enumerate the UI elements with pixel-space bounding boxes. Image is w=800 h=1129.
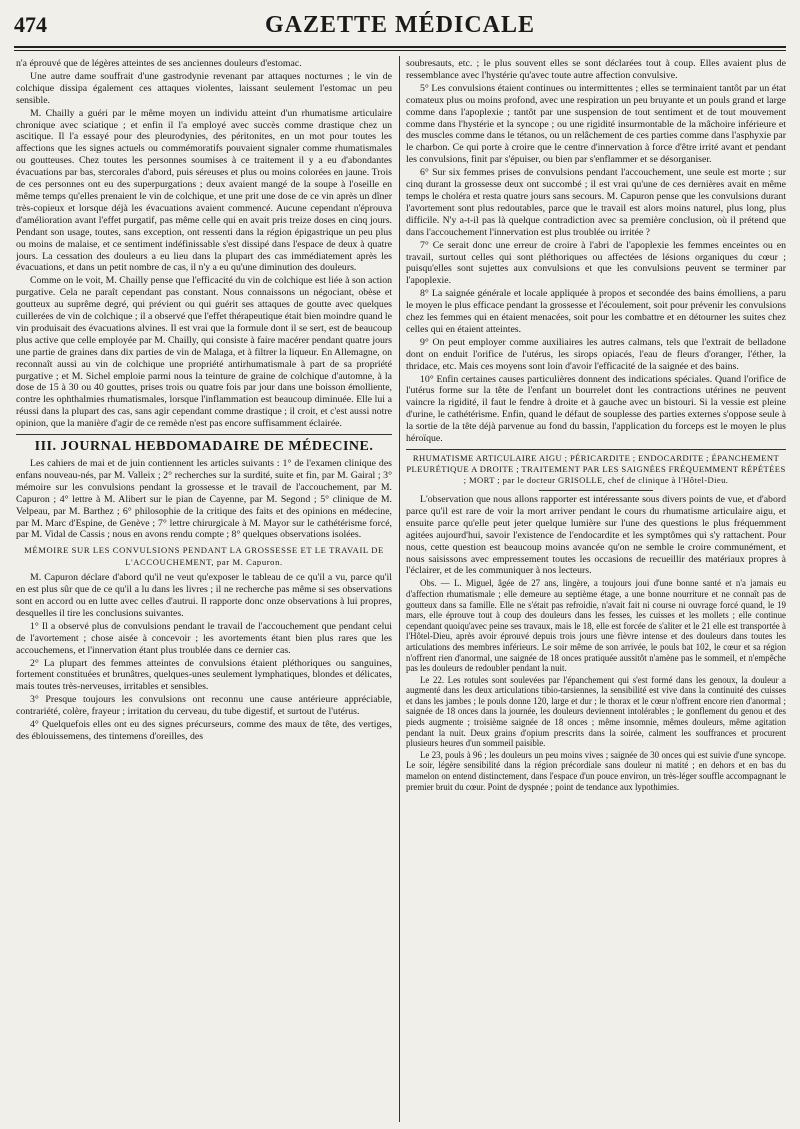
paragraph: 10° Enfin certaines causes particulières donnent des indications spéciales. Quand l'orifice de l'utérus forme sur la tête de l'enfant un bourrelet dont les contractions utérines ne peuvent vaincre la rigidité, il faut le fendre à droite et à gauche avec un bistouri. Si la vessie est pleine d'urine, le cathétérisme. Enfin, quand le défaut de souplesse des parties externes s'oppose seule à la sortie de la tête déjà parvenue au fond du bassin, l'application du forceps est le moyen le plus héroïque.: [406, 373, 786, 445]
paragraph: 8° La saignée générale et locale appliquée à propos et secondée des bains émolliens, a paru le moyen le plus efficace pendant la grossesse et l'écoulement, soit pour prévenir les convulsions chez les femmes qui en étaient menacées, soit pour les combattre et en détourner les suites chez celles qui en étaient atteintes.: [406, 288, 786, 335]
article-title: RHUMATISME ARTICULAIRE AIGU ; PÉRICARDITE ; ENDOCARDITE ; ÉPANCHEMENT PLEURÉTIQUE A DROITE ; TRAITEMENT PAR LES SAIGNÉES FRÉQUEMMENT RÉPÉTÉES ; MORT ; par le docteur GRISOLLE, chef de clinique à l'Hôtel-Dieu.: [406, 453, 786, 485]
paragraph: 4° Quelquefois elles ont eu des signes précurseurs, comme des maux de tête, des vertiges, des éblouissemens, des tintemens d'oreilles, des: [16, 719, 392, 742]
column-divider: [399, 56, 400, 1122]
paragraph: soubresauts, etc. ; le plus souvent elles se sont déclarées tout à coup. Elles avaient plus de ressemblance avec l'hystérie qu'avec toute autre affection convulsive.: [406, 58, 786, 81]
left-column: [16, 58, 392, 1120]
title-rule: [539, 490, 653, 491]
paragraph: M. Chailly a guéri par le même moyen un individu atteint d'un rhumatisme articulaire chronique avec sciatique ; et enfin il l'a employé avec succès comme drastique chez un ascitique. Il l'a essayé pour des pleurodynies, des péritonites, en un mot pour toutes les affections que les signes actuels ou commémoratifs pouvaient signaler comme rhumatismales ou goutteuses. Chez toutes les personnes soumises à ce traitement il y a eu d'abondantes évacuations par bas, stercorales d'abord, puis séreuses et plus ou moins colorées en jaune. Trois de ces personnes ont eu des superpurgations ; deux avaient mangé de la soupe à l'oseille en même temps qu'elles prenaient le vin de colchique, et une prit une dose de ce vin après un dîner très-copieux et lorsque déjà les évacuations avaient commencé. Aucune cependant n'éprouva d'amélioration avant l'effet purgatif, pas même celle qui en avait pris treize doses en cinq jours. Pendant son usage, toutes, sans exception, ont ressenti dans la région épigastrique un peu plus ou moins de malaise, et ce sentiment indéfinissable s'est dissipé dans l'espace de deux à quatre jours. La cessation des douleurs a eu lieu dans la plupart des cas immédiatement après les évacuations, et dans un petit nombre de cas, il n'y a eu qu'une diminution des douleurs.: [16, 107, 392, 274]
paragraph: L'observation que nous allons rapporter est intéressante sous divers points de vue, et d'abord parce qu'il est rare de voir la mort arriver pendant le cours du rhumatisme articulaire aigu, et ensuite parce qu'elle peut jeter quelque lumière sur l'une des questions le plus fréquemment agitées aujourd'hui, savoir l'existence de l'endocardite et les symptômes qui s'y rattachent. Pour nous, cette question est beaucoup moins avancée qu'on ne semble le croire communément, et nous saisissons avec empressement toutes les occasions de recueillir des matériaux propres à l'éclairer, et de les communiquer à nos lecteurs.: [406, 494, 786, 577]
observation-paragraph: Obs. — L. Miguel, âgée de 27 ans, lingère, a toujours joui d'une bonne santé et n'a jamais eu d'affection rhumatismale ; elle demeure au septième étage, a une bonne nourriture et ne connaît pas de goutteux dans sa famille. Elle ne s'était pas refroidie, n'avait fait ni course ni ouvrage forcé quand, le 19 mars, elle éprouve tout à coup des douleurs dans les fesses, les cuisses et les mollets ; elle continue cependant quoiqu'avec peine ses travaux, mais le 18, elle est forcée de s'aliter et le 21 elle est transportée à l'Hôtel-Dieu, après avoir éprouvé depuis trois jours une fièvre intense et des douleurs dans toutes les articulations des membres inférieurs. Le soir même de son arrivée, le pouls bat 102, le cœur et sa région n'offrent rien d'anormal, une saignée de 18 onces pratiquée aussitôt n'amène pas le sommeil, et n'empêche pas les douleurs de redoubler pendant la nuit.: [406, 578, 786, 674]
paragraph: 5° Les convulsions étaient continues ou intermittentes ; elles se terminaient tantôt par un état comateux plus ou moins profond, avec une respiration un peu bruyante et un pouls grand et large comme dans l'apoplexie ; tantôt par une suspension de tout sentiment et de tout mouvement comme dans l'hystérie et la syncope ; ou une rigidité insurmontable de la mâchoire inférieure et des muscles comme dans le tétanos, ou un relâchement de ces parties comme dans l'asphyxie par le charbon. Ce qui porte à croire que le centre d'innervation à force d'être irrité avant et pendant les convulsions, finit par s'épuiser, ou bien par s'enflammer et se désorganiser.: [406, 82, 786, 166]
journal-title: GAZETTE MÉDICALE: [264, 12, 536, 38]
paragraph: M. Capuron déclare d'abord qu'il ne veut qu'exposer le tableau de ce qu'il a vu, parce qu'il en est plus sûr que de ce qu'il a lu dans les livres ; il ne recherche pas même si ses observations sont en accord ou en lutte avec celles d'autrui. Il rapporte donc onze observations à lui propres, desquelles il tire les conclusions suivantes.: [16, 572, 392, 619]
memoir-title: MÉMOIRE SUR LES CONVULSIONS PENDANT LA GROSSESSE ET LE TRAVAIL DE L'ACCOUCHEMENT, par M. Capuron.: [24, 545, 384, 568]
observation-paragraph: Le 23, pouls à 96 ; les douleurs un peu moins vives ; saignée de 30 onces qui est suivie d'une syncope. Le soir, légère sensibilité dans la région précordiale sans douleur ni matité ; en dehors et en bas du mamelon on entend distinctement, dans l'espace d'un pouce environ, un très-léger souffle accompagnant le premier bruit du cœur. Point de dyspnée ; point de tendance aux lypothimies.: [406, 749, 786, 792]
header-rule-thick: [14, 46, 786, 48]
header-rule-thin: [14, 50, 786, 51]
page-number: 474: [14, 12, 47, 37]
paragraph: 6° Sur six femmes prises de convulsions pendant l'accouchement, une seule est morte ; sur cinq durant la grossesse deux ont succombé ; il est vrai qu'une de ces dernières avait en même temps le choléra et resta quatre jours sans secours. M. Capuron pense que les convulsions durant l'avortement sont plus redoutables, parce que le travail est alors moins naturel, plus long, plus difficile. N'y a-t-il pas là quelque contradiction avec sa première conclusion, où il prétend que dans l'accouchement l'innervation est plus troublée ou irritée ?: [406, 167, 786, 238]
paragraph: 3° Presque toujours les convulsions ont reconnu une cause antérieure appréciable, contrariété, colère, frayeur ; irritation du cerveau, du tube digestif, et surtout de l'utérus.: [16, 694, 392, 718]
right-column: [406, 58, 786, 1120]
paragraph: Comme on le voit, M. Chailly pense que l'efficacité du vin de colchique est liée à son action purgative. Cela ne paraît cependant pas constant. Nous connaissons un négociant, obèse et goutteux au suprême degré, qui prévient ou qui guérit ses attaques de goutte avec quelques cuillerées de vin de colchique ; il a observé que l'effet thérapeutique était bien moindre quand le vin produisait des évacuations alvines. Il est vrai que la formule dont il se sert, est de beaucoup plus active que celle employée par M. Chailly, qui consiste à faire macérer pendant quatre jours une partie de graines dans dix parties de vin de Malaga, et à filtrer la liqueur. En Allemagne, on reconnaît aussi au vin de colchique une propriété antirhumatismale à part de sa propriété purgative ; et M. Sichel emploie parmi nous la teinture de graine de colchique d'automne, à la dose de 15 à 30 ou 40 gouttes, prises trois ou quatre fois par jour dans une boisson émolliente, contre les ophthalmies rhumatismales, lorsque l'inflammation est beaucoup diminuée. Elle lui a réussi dans la plupart des cas, sans agir cependant comme drastique ; il croit, et c'est aussi notre opinion, que la manière d'agir de ce remède n'est pas encore suffisamment éclairée.: [16, 275, 392, 430]
page-header: [14, 12, 786, 44]
paragraph: 1° Il a observé plus de convulsions pendant le travail de l'accouchement que pendant celui de l'avortement ; chose aisée à concevoir ; les avortements étant bien plus rares que les accouchemens, et l'innervation étant plus troublée dans ce dernier cas.: [16, 620, 392, 656]
paragraph: 9° On peut employer comme auxiliaires les autres calmans, tels que l'extrait de belladone dont on enduit l'orifice de l'utérus, les sirops opiacés, l'eau de fleurs d'oranger, l'éther, la thridace, etc. Mais ces moyens sont loin d'avoir l'efficacité de la saignée et des bains.: [406, 336, 786, 372]
section-rule: [16, 434, 392, 435]
paragraph: 7° Ce serait donc une erreur de croire à l'abri de l'apoplexie les femmes enceintes ou en travail, surtout celles qui sont pléthoriques ou affectées de lésions organiques du cœur ; puisqu'elles sont sujettes aux convulsions et que les convulsions peuvent se terminer par l'apoplexie.: [406, 239, 786, 287]
observation-paragraph: Le 22. Les rotules sont soulevées par l'épanchement qui s'est formé dans les genoux, la douleur a augmenté dans les deux articulations tibio-tarsiennes, la sensibilité est vive dans la continuité des cuisses et dans les jambes ; le pouls donne 120, large et dur ; le thorax et le cœur n'offrent encore rien d'anormal ; saignée de 18 onces dans la journée, les douleurs deviennent intolérables ; le gonflement du genou et des pieds augmente ; troisième saignée de 18 onces ; même insomnie, mêmes douleurs, même agitation pendant la nuit. Deux grains d'opium prescrits dans la soirée, calment les souffrances et procurent plusieurs heures d'un sommeil paisible.: [406, 674, 786, 749]
paragraph: Les cahiers de mai et de juin contiennent les articles suivants : 1° de l'examen clinique des enfans nouveau-nés, par M. Valleix ; 2° recherches sur la surdité, suite et fin, par M. Gairal ; 3° mémoire sur les convulsions pendant la grossesse et le travail de l'accouchement, par M. Capuron ; 4° lettre à M. Alibert sur le pian de Cayenne, par M. Segond ; 5° clinique de M. Velpeau, par M. Barthez ; 6° philosophie de la critique des faits et des opinions en médecine, par M. Marc d'Espine, de Genève ; 7° lettre chirurgicale à M. Mayor sur le cathétérisme forcé, par M. Vidal de Cassis ; nous en avons rendu compte ; 8° quelques observations isolées.: [16, 458, 392, 541]
paragraph: n'a éprouvé que de légères atteintes de ses anciennes douleurs d'estomac.: [16, 58, 302, 69]
paragraph: Une autre dame souffrait d'une gastrodynie revenant par attaques nocturnes ; le vin de colchique dissipa également ces attaques violentes, laissant seulement l'estomac un peu sensible.: [16, 70, 392, 106]
article-rule: [406, 449, 786, 450]
paragraph: 2° La plupart des femmes atteintes de convulsions étaient pléthoriques ou sanguines, fortement constituées et brunâtres, quelques-unes seulement lymphatiques, blondes et délicates, mais toutes très-nerveuses, irritables et sensibles.: [16, 657, 392, 693]
section-title: III. JOURNAL HEBDOMADAIRE DE MÉDECINE.: [34, 439, 374, 455]
